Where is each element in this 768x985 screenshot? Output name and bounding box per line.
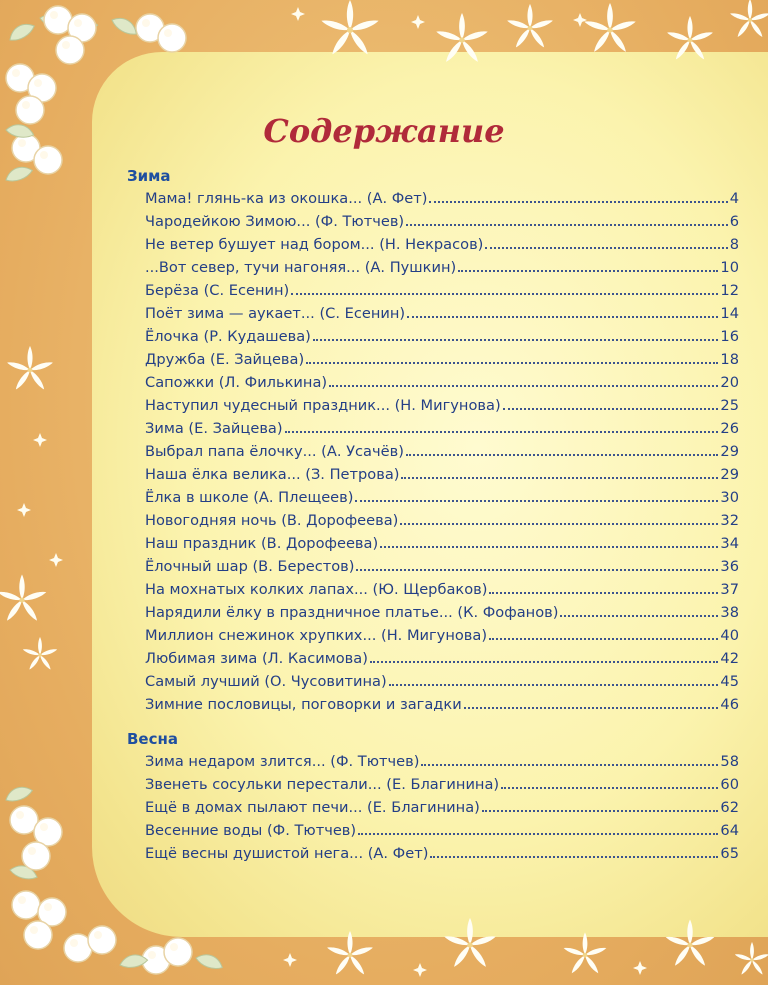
toc-entry-title: Ещё весны душистой нега... (А. Фет) (145, 845, 429, 862)
dot-leader (355, 500, 718, 502)
toc-entry[interactable] (145, 842, 739, 865)
toc-entry[interactable] (145, 394, 739, 417)
toc-entry[interactable] (145, 417, 739, 440)
toc-entry-title: Ёлка в школе (А. Плещеев) (145, 489, 354, 506)
toc-entry-title: Наш праздник (В. Дорофеева) (145, 535, 379, 552)
toc-entry[interactable] (145, 486, 739, 509)
toc-entry-title: Выбрал папа ёлочку... (А. Усачёв) (145, 443, 404, 460)
toc-entry-page-number: 14 (720, 305, 739, 322)
toc-entry-page-number: 37 (720, 581, 739, 598)
toc-entry-page-number: 25 (720, 397, 739, 414)
toc-entry-page-number: 65 (720, 845, 739, 862)
toc-entry-title: Зима недаром злится... (Ф. Тютчев) (145, 753, 420, 770)
toc-entry-title: Любимая зима (Л. Касимова) (145, 650, 368, 667)
toc-entry-page-number: 38 (720, 604, 739, 621)
toc-entry-page-number: 30 (720, 489, 739, 506)
toc-entry[interactable] (145, 233, 739, 256)
toc-entry-page-number: 20 (720, 374, 739, 391)
toc-entry-title: Зимние пословицы, поговорки и загадки (145, 696, 462, 713)
toc-entry[interactable] (145, 750, 739, 773)
dot-leader (389, 684, 719, 686)
section-heading: Зима (127, 167, 171, 185)
toc-entry-page-number: 10 (720, 259, 739, 276)
toc-entry-page-number: 60 (720, 776, 739, 793)
dot-leader (503, 408, 719, 410)
toc-entry[interactable] (145, 624, 739, 647)
toc-entry[interactable] (145, 279, 739, 302)
toc-entry-title: Миллион снежинок хрупких... (Н. Мигунова) (145, 627, 488, 644)
dot-leader (329, 385, 718, 387)
toc-entry-title: Наша ёлка велика... (З. Петрова) (145, 466, 400, 483)
dot-leader (306, 362, 718, 364)
dot-leader (560, 615, 718, 617)
berry-cluster-icon (3, 6, 186, 184)
toc-entry-page-number: 45 (720, 673, 739, 690)
toc-entry-title: Ещё в домах пылают печи... (Е. Благинина) (145, 799, 480, 816)
toc-entry[interactable] (145, 796, 739, 819)
toc-entry-title: Берёза (С. Есенин) (145, 282, 290, 299)
toc-entry[interactable] (145, 187, 739, 210)
toc-entry[interactable] (145, 773, 739, 796)
toc-entry-title: Самый лучший (О. Чусовитина) (145, 673, 387, 690)
dot-leader (464, 707, 719, 709)
dot-leader (400, 523, 718, 525)
toc-entry-page-number: 4 (729, 190, 739, 207)
toc-entry-page-number: 6 (729, 213, 739, 230)
toc-entry[interactable] (145, 348, 739, 371)
table-of-contents (127, 165, 739, 865)
toc-entry-page-number: 62 (720, 799, 739, 816)
dot-leader (370, 661, 719, 663)
dot-leader (485, 247, 727, 249)
dot-leader (482, 810, 719, 812)
toc-entry-title: Дружба (Е. Зайцева) (145, 351, 305, 368)
toc-entry[interactable] (145, 371, 739, 394)
dot-leader (421, 764, 718, 766)
toc-entry-page-number: 42 (720, 650, 739, 667)
toc-entry-title: Ёлочка (Р. Кудашева) (145, 328, 311, 345)
toc-entry[interactable] (145, 578, 739, 601)
toc-entry-title: Звенеть сосульки перестали... (Е. Благинина) (145, 776, 500, 793)
toc-entry[interactable] (145, 509, 739, 532)
toc-entry-page-number: 34 (720, 535, 739, 552)
dot-leader (407, 316, 718, 318)
toc-entry-title: ...Вот север, тучи нагоняя... (А. Пушкин) (145, 259, 457, 276)
toc-entry[interactable] (145, 670, 739, 693)
toc-entry-page-number: 58 (720, 753, 739, 770)
toc-entry[interactable] (145, 532, 739, 555)
toc-entry-title: Зима (Е. Зайцева) (145, 420, 283, 437)
dot-leader (458, 270, 718, 272)
toc-entry[interactable] (145, 693, 739, 716)
toc-entry-page-number: 64 (720, 822, 739, 839)
dot-leader (401, 477, 718, 479)
dot-leader (406, 224, 728, 226)
dot-leader (489, 592, 718, 594)
toc-entry[interactable] (145, 819, 739, 842)
toc-entry[interactable] (145, 325, 739, 348)
dot-leader (313, 339, 719, 341)
toc-entry-page-number: 26 (720, 420, 739, 437)
toc-entry[interactable] (145, 601, 739, 624)
toc-entry-page-number: 18 (720, 351, 739, 368)
toc-entry-title: Чародейкою Зимою... (Ф. Тютчев) (145, 213, 405, 230)
toc-entry-page-number: 16 (720, 328, 739, 345)
dot-leader (356, 569, 718, 571)
toc-entry-title: Мама! глянь-ка из окошка... (А. Фет) (145, 190, 428, 207)
toc-entry[interactable] (145, 647, 739, 670)
toc-entry[interactable] (145, 440, 739, 463)
dot-leader (358, 833, 718, 835)
toc-entry-page-number: 29 (720, 443, 739, 460)
toc-entry-page-number: 32 (720, 512, 739, 529)
dot-leader (430, 856, 718, 858)
toc-entry-title: Новогодняя ночь (В. Дорофеева) (145, 512, 399, 529)
toc-entry-title: На мохнатых колких лапах... (Ю. Щербаков) (145, 581, 488, 598)
toc-entry-title: Поёт зима — аукает... (С. Есенин) (145, 305, 406, 322)
page-title: Содержание (263, 112, 505, 150)
dot-leader (285, 431, 719, 433)
toc-entry-title: Ёлочный шар (В. Берестов) (145, 558, 355, 575)
dot-leader (406, 454, 719, 456)
toc-entry-title: Сапожки (Л. Филькина) (145, 374, 328, 391)
dot-leader (501, 787, 718, 789)
toc-entry[interactable] (145, 256, 739, 279)
toc-entry-title: Не ветер бушует над бором... (Н. Некрасов) (145, 236, 484, 253)
toc-entry-page-number: 12 (720, 282, 739, 299)
toc-entry-title: Весенние воды (Ф. Тютчев) (145, 822, 357, 839)
toc-entry-page-number: 36 (720, 558, 739, 575)
toc-entry[interactable] (145, 555, 739, 578)
toc-entry[interactable] (145, 210, 739, 233)
dot-leader (429, 201, 727, 203)
toc-entry-title: Наступил чудесный праздник... (Н. Мигунова) (145, 397, 501, 414)
toc-entry[interactable] (145, 302, 739, 325)
toc-entry-title: Нарядили ёлку в праздничное платье... (К. Фофанов) (145, 604, 559, 621)
toc-entry-page-number: 40 (720, 627, 739, 644)
toc-entry-page-number: 46 (720, 696, 739, 713)
dot-leader (291, 293, 718, 295)
toc-entry-page-number: 8 (729, 236, 739, 253)
dot-leader (489, 638, 718, 640)
toc-entry-page-number: 29 (720, 466, 739, 483)
toc-entry[interactable] (145, 463, 739, 486)
dot-leader (380, 546, 718, 548)
section-heading: Весна (127, 730, 178, 748)
